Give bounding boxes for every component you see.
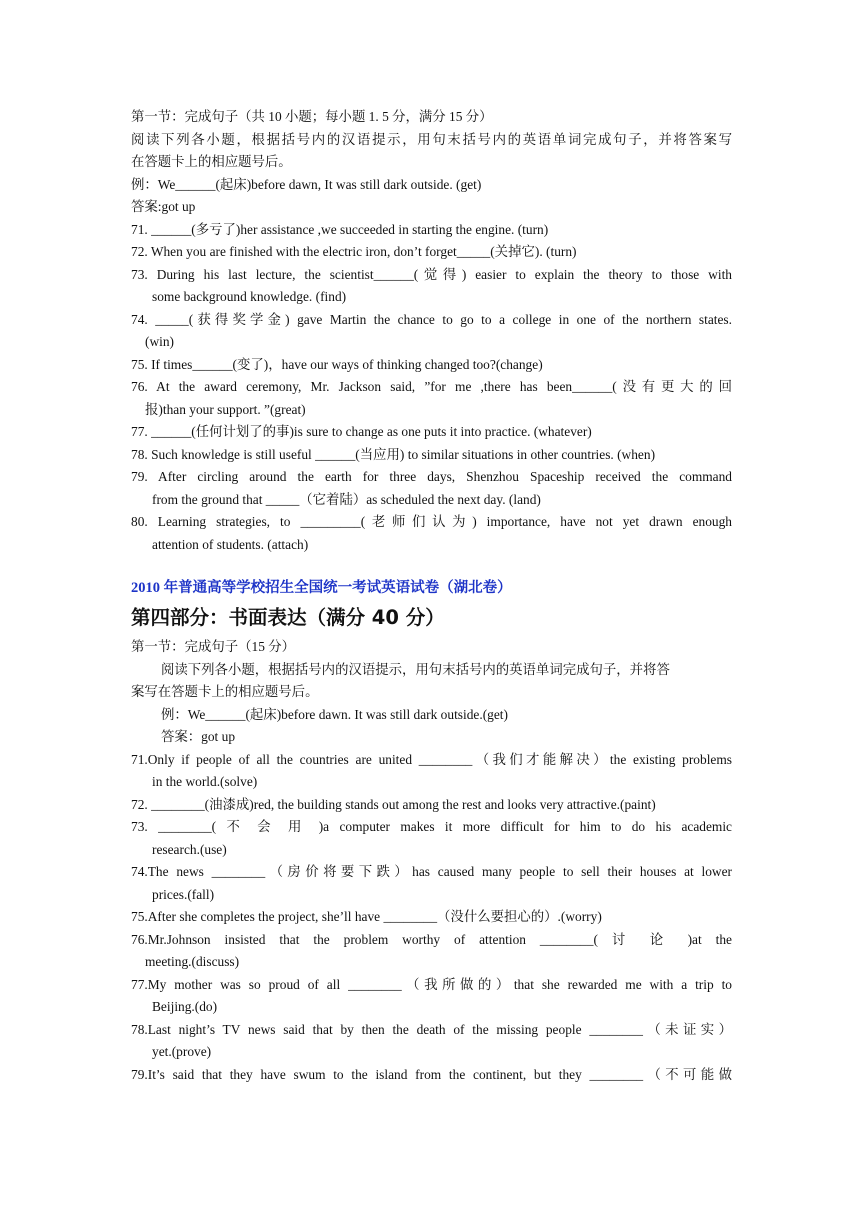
section-2-line: 答案：got up	[161, 729, 236, 744]
section-1-line: (win)	[145, 334, 175, 349]
section-2-line: in the world.(solve)	[152, 774, 258, 789]
section-2-line: 第一节：完成句子（15 分）	[131, 639, 296, 654]
section-2-line: 阅读下列各小题，根据括号内的汉语提示，用句末括号内的英语单词完成句子，并将答	[161, 661, 670, 677]
section-1-line: 73. During his last lecture, the scientist______(觉得) easier to explain the theory to those with	[131, 266, 732, 282]
section-1-line: attention of students. (attach)	[152, 536, 309, 552]
section-2-line: 74.The news ________（房价将要下跌）has caused many people to sell their houses at lower	[131, 864, 732, 879]
section-1-line: 在答题卡上的相应题号后。	[131, 154, 292, 169]
section-1-line: 报)than your support. ”(great)	[145, 401, 306, 417]
section-1-line: 答案:got up	[131, 199, 196, 214]
section-1-line: 第一节：完成句子（共 10 小题；每小题 1. 5 分，满分 15 分）	[131, 109, 493, 124]
document-page	[131, 106, 732, 1086]
section-1-line: 74. _____(获得奖学金) gave Martin the chance to go to a college in one of the northern states.	[131, 311, 732, 327]
section-2-line: 78.Last night’s TV news said that by then the death of the missing people ________（未证实）	[131, 1021, 732, 1037]
section-2-line: 71.Only if people of all the countries are united ________（我们才能解决）the existing problems	[131, 751, 732, 767]
section-2-line: research.(use)	[152, 841, 227, 857]
section-1-line: some background knowledge. (find)	[152, 289, 347, 304]
section-1-line: 71. ______(多亏了)her assistance ,we succeeded in starting the engine. (turn)	[131, 221, 549, 237]
section-2-line: 例：We______(起床)before dawn. It was still dark outside.(get)	[161, 706, 508, 722]
section-2-line: 案写在答题卡上的相应题号后。	[131, 684, 319, 699]
section-2-line: meeting.(discuss)	[145, 954, 240, 969]
section-2-line: yet.(prove)	[152, 1044, 212, 1059]
section-1-line: 75. If times______(变了)，have our ways of thinking changed too?(change)	[131, 356, 543, 372]
section-1-line: 阅读下列各小题，根据括号内的汉语提示，用句末括号内的英语单词完成句子，并将答案写	[131, 131, 732, 147]
section-2-line: 79.It’s said that they have swum to the island from the continent, but they ________（不可能做	[131, 1066, 732, 1082]
section-1-line: 例：We______(起床)before dawn, It was still dark outside. (get)	[131, 176, 482, 192]
section-1-line: 76. At the award ceremony, Mr. Jackson said, ”for me ,there has been______(没有更大的回	[131, 379, 732, 394]
section-2-line: Beijing.(do)	[152, 999, 218, 1014]
section-2-block	[131, 636, 732, 1086]
section-1-line: from the ground that _____（它着陆）as scheduled the next day. (land)	[152, 491, 541, 507]
section-2-line: 77.My mother was so proud of all ________（我所做的）that she rewarded me with a trip to	[131, 976, 732, 992]
section-2-line: 73. ________( 不 会 用 )a computer makes it more difficult for him to do his academic	[131, 819, 732, 834]
section-1-block	[131, 106, 732, 556]
section-2-line: prices.(fall)	[152, 886, 215, 902]
section-1-line: 78. Such knowledge is still useful ______(当应用) to similar situations in other countries. (when)	[131, 446, 656, 462]
section-1-line: 80. Learning strategies, to _________(老师们认为) importance, have not yet drawn enough	[131, 514, 732, 529]
section-2-line: 72. ________(油漆成)red, the building stands out among the rest and looks very attractive.(paint)	[131, 796, 656, 812]
section-1-line: 79. After circling around the earth for three days, Shenzhou Spaceship received the command	[131, 469, 732, 484]
section-1-line: 77. ______(任何计划了的事)is sure to change as one puts it into practice. (whatever)	[131, 424, 592, 439]
exam-title: 2010 年普通高等学校招生全国统一考试英语试卷（湖北卷）	[131, 580, 512, 596]
section-2-line: 76.Mr.Johnson insisted that the problem worthy of attention ________( 讨 论 )at the	[131, 931, 732, 947]
part-heading: 第四部分：书面表达（满分 40 分）	[131, 606, 445, 629]
section-1-line: 72. When you are finished with the electric iron, don’t forget_____(关掉它). (turn)	[131, 244, 577, 259]
section-2-line: 75.After she completes the project, she’ll have ________（没什么要担心的）.(worry)	[131, 909, 602, 924]
